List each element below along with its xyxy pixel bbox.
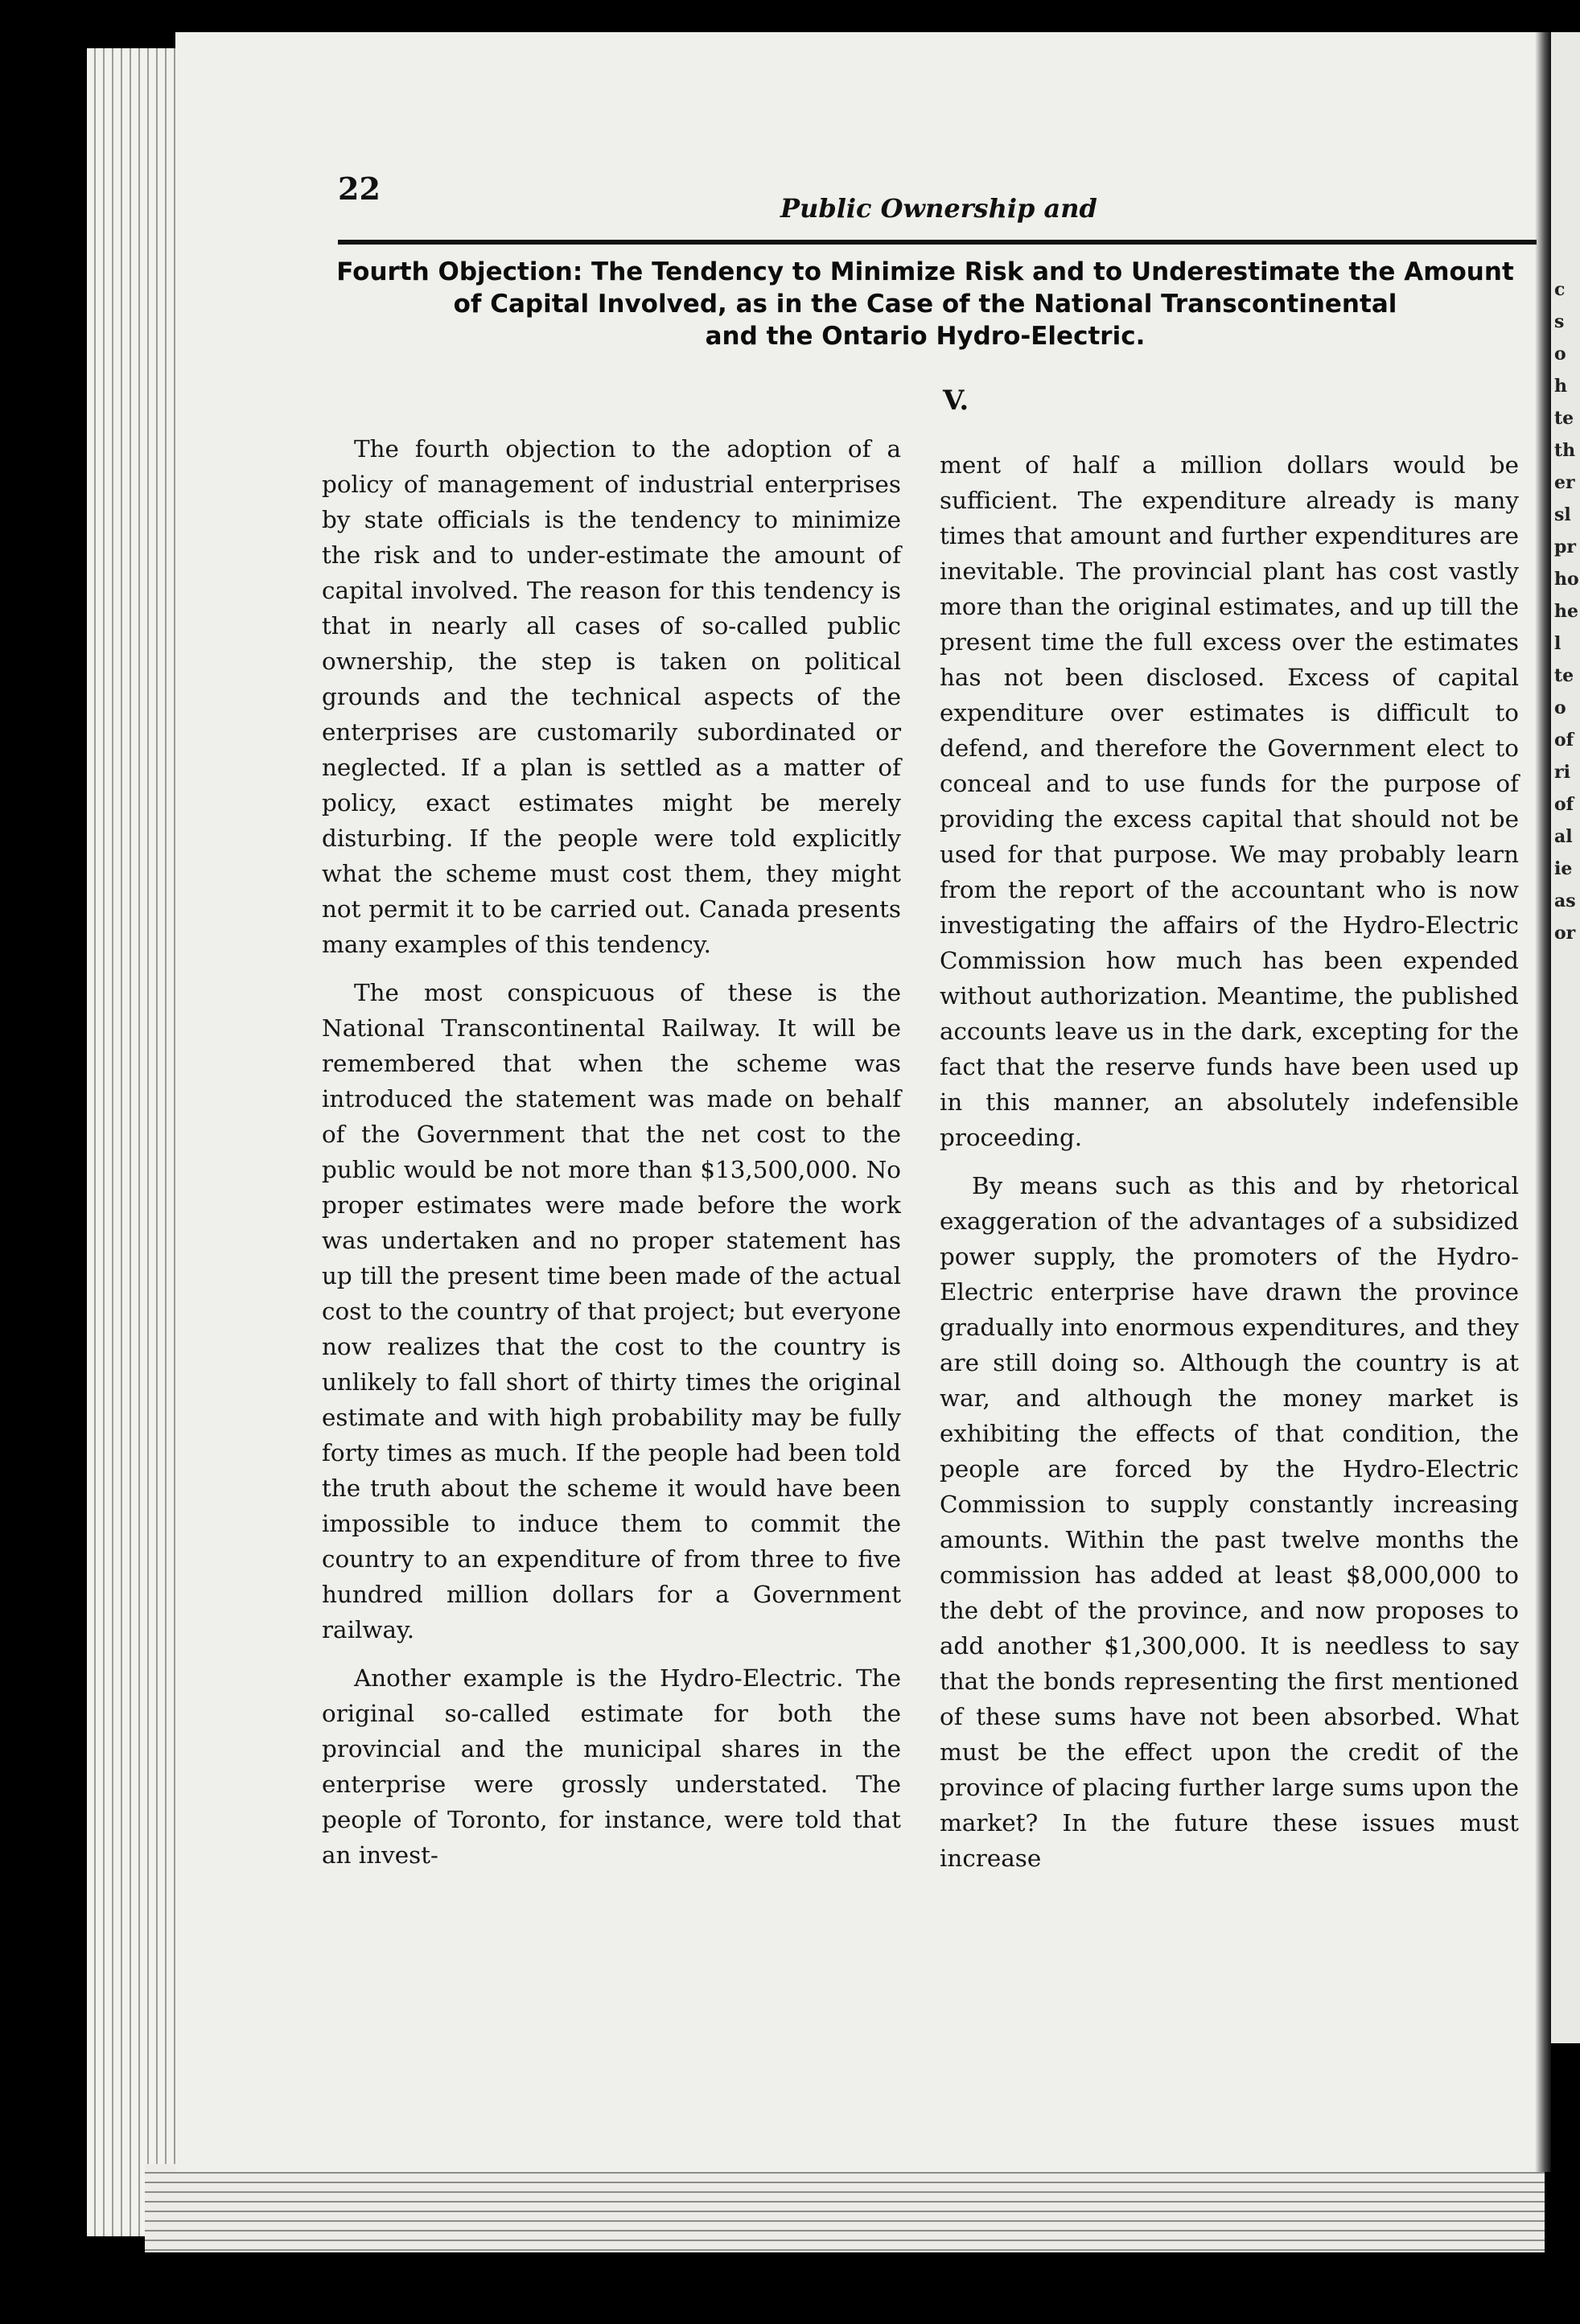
section-roman-numeral: V. — [943, 385, 969, 417]
next-page-fragment: th — [1554, 440, 1576, 461]
left-column — [322, 431, 901, 1886]
next-page-fragment: ie — [1554, 858, 1573, 879]
next-page-fragment: h — [1554, 376, 1567, 397]
next-page-fragment: te — [1554, 408, 1574, 429]
next-page-fragment: c — [1554, 279, 1566, 300]
next-page-sliver — [1551, 32, 1580, 2043]
next-page-fragment: s — [1554, 311, 1565, 332]
next-page-fragment: as — [1554, 891, 1576, 911]
paragraph: By means such as this and by rhetorical exaggeration of the advantages of a subsidized power supply, the promoters of the Hydro-Electric enterprise have drawn the province gradually into enormous expenditures, and they are still doing so. Although the country is at war, and although the money market is exhibiting the effects of that condition, the people are forced by the Hydro-Electric Commission to supply constantly increasing amounts. Within the past twelve months the commission has added at least $8,000,000 to the debt of the province, and now proposes to add another $1,300,000. It is needless to say that the bonds representing the first mentioned of these sums have not been absorbed. What must be the effect upon the credit of the province of placing further large sums upon the market? In the future these issues must increase — [940, 1172, 1519, 1872]
next-page-fragment: ho — [1554, 569, 1579, 590]
running-title: Public Ownership and — [780, 193, 1097, 224]
next-page-fragment: of — [1554, 794, 1574, 815]
page-stack-bottom-edges — [145, 2164, 1545, 2252]
next-page-fragment: ri — [1554, 762, 1570, 783]
next-page-fragment: sl — [1554, 504, 1571, 525]
next-page-fragment: he — [1554, 601, 1578, 622]
page-number: 22 — [338, 171, 381, 207]
paragraph: Another example is the Hydro-Electric. The original so-called estimate for both the provincial and the municipal shares in the enterprise were grossly understated. The people of Toronto, for instance, were told that an invest- — [322, 1664, 901, 1869]
paragraph: ment of half a million dollars would be sufficient. The expenditure already is many times that amount and further expenditures are inevitable. The provincial plant has cost vastly more than the original estimates, and up till the present time the full excess over the estimates has not been disclosed. Excess of capital expenditure over estimates is difficult to defend, and therefore the Government elect to conceal and to use funds for the purpose of providing the excess capital that should not be used for that purpose. We may probably learn from the report of the accountant who is now investigating the affairs of the Hydro-Electric Commission how much has been expended without authorization. Meantime, the published accounts leave us in the dark, excepting for the fact that the reserve funds have been used up in this manner, an absolutely indefensible proceeding. — [940, 451, 1519, 1151]
running-head — [338, 171, 1537, 224]
paragraph: The fourth objection to the adoption of a policy of management of industrial enterprises by state officials is the tendency to minimize the risk and to under-estimate the amount of capital involved. The reason for this tendency is that in nearly all cases of so-called public ownership, the step is taken on political grounds and the technical aspects of the enterprises are customarily subordinated or neglected. If a plan is settled as a matter of policy, exact estimates might be merely disturbing. If the people were told explicitly what the scheme must cost them, they might not permit it to be carried out. Canada presents many examples of this tendency. — [322, 435, 901, 958]
next-page-fragment: or — [1554, 923, 1576, 944]
next-page-fragment: o — [1554, 697, 1566, 718]
header-rule — [338, 240, 1537, 245]
heading-line-1: Fourth Objection: The Tendency to Minimize Risk and to Underestimate the Amount — [336, 257, 1514, 286]
paragraph: The most conspicuous of these is the National Transcontinental Railway. It will be remembered that when the scheme was introduced the statement was made on behalf of the Government that the net cost to the public would be not more than $13,500,000. No proper estimates were made before the work was undertaken and no proper statement has up till the present time been made of the actual cost to the country of that project; but everyone now realizes that the cost to the country is unlikely to fall short of thirty times the original estimate and with high probability may be fully forty times as much. If the people had been told the truth about the scheme it would have been impossible to induce them to commit the country to an expenditure of from three to five hundred million dollars for a Government railway. — [322, 979, 901, 1643]
gutter-shadow — [1535, 32, 1551, 2172]
next-page-fragment: l — [1554, 633, 1561, 654]
heading-line-3: and the Ontario Hydro-Electric. — [705, 322, 1146, 351]
page-stack-edges — [87, 48, 183, 2236]
next-page-fragment: al — [1554, 826, 1573, 847]
next-page-fragment: o — [1554, 343, 1566, 364]
heading-line-2: of Capital Involved, as in the Case of the National Transcontinental — [453, 290, 1397, 319]
next-page-fragment: er — [1554, 472, 1575, 493]
right-column — [940, 447, 1519, 1889]
next-page-fragment: of — [1554, 730, 1574, 751]
next-page-fragment: pr — [1554, 537, 1576, 557]
next-page-fragment: te — [1554, 665, 1574, 686]
section-heading — [322, 256, 1529, 352]
